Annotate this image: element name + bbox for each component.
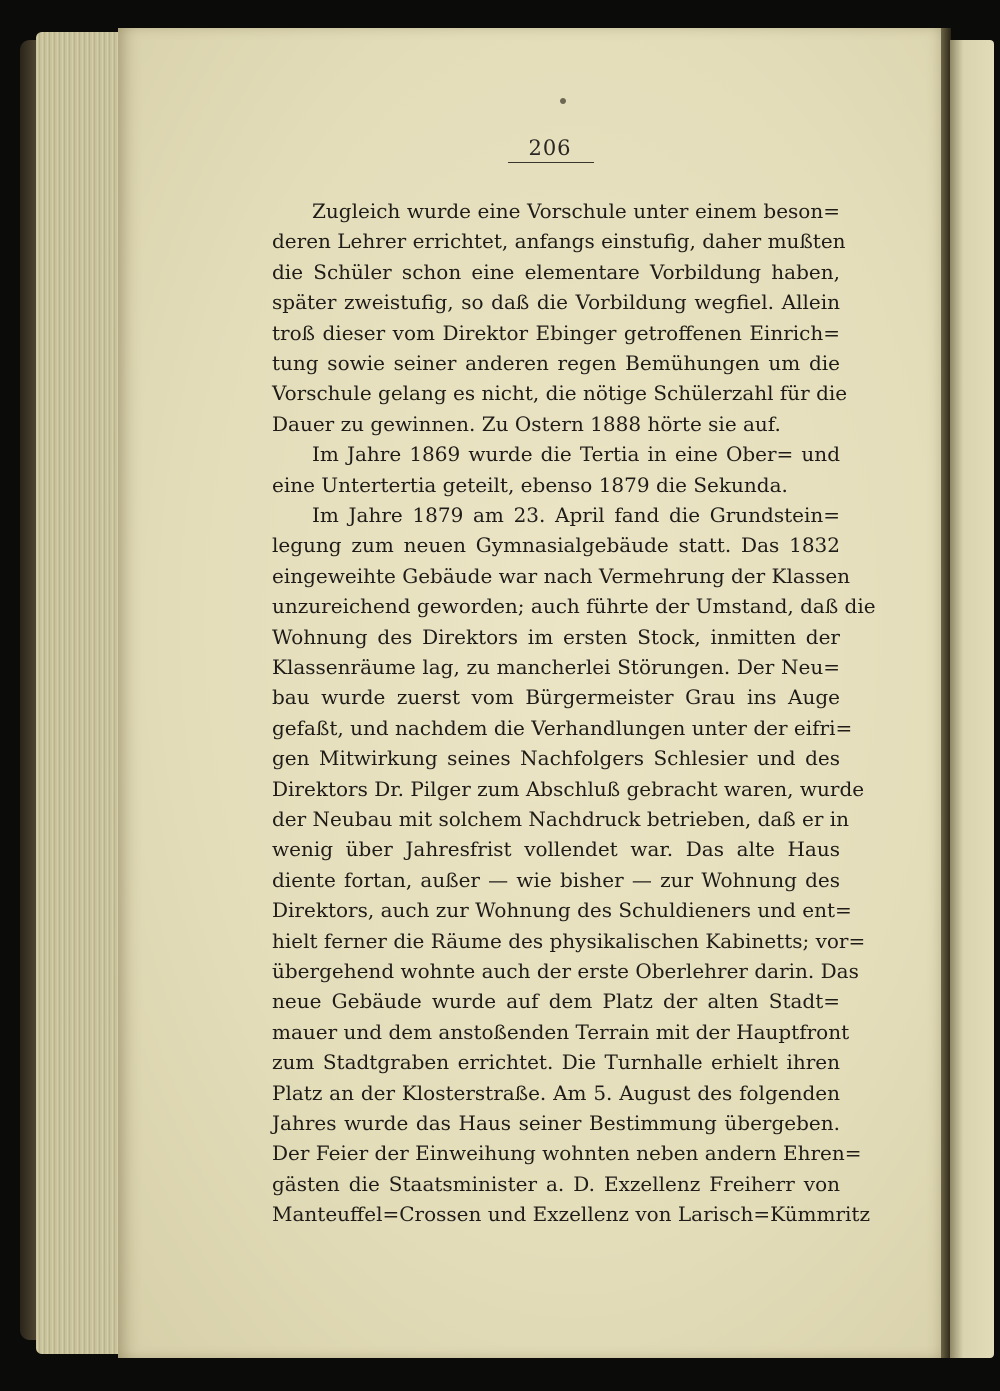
text-line: troß dieser vom Direktor Ebinger getroffenen Einrich= xyxy=(272,320,840,345)
facing-page xyxy=(950,40,994,1358)
text-line: die Schüler schon eine elementare Vorbildung haben, xyxy=(272,259,840,284)
text-line: Platz an der Klosterstraße. Am 5. August des folgenden xyxy=(272,1080,840,1105)
text-line: mauer und dem anstoßenden Terrain mit der Hauptfront xyxy=(272,1019,850,1044)
text-line: Dauer zu gewinnen. Zu Ostern 1888 hörte sie auf. xyxy=(272,411,781,436)
text-line: Im Jahre 1869 wurde die Tertia in eine Ober= und xyxy=(312,442,840,467)
text-line: Manteuffel=Crossen und Exzellenz von Larisch=Kümmritz xyxy=(272,1202,871,1227)
text-line: Zugleich wurde eine Vorschule unter einem beson= xyxy=(312,199,840,223)
text-line: Jahres wurde das Haus seiner Bestimmung übergeben. xyxy=(272,1111,840,1135)
text-line: neue Gebäude wurde auf dem Platz der alten Stadt= xyxy=(272,989,840,1014)
text-line: Wohnung des Direktors im ersten Stock, inmitten der xyxy=(272,624,840,649)
text-line: unzureichend geworden; auch führte der Umstand, daß die xyxy=(272,594,876,619)
text-line: übergehend wohnte auch der erste Oberlehrer darin. Das xyxy=(272,959,859,983)
text-line: hielt ferner die Räume des physikalischen Kabinetts; vor= xyxy=(272,928,866,953)
text-line: der Neubau mit solchem Nachdruck betrieben, daß er in xyxy=(272,807,850,831)
header-rule xyxy=(508,162,594,163)
text-line: legung zum neuen Gymnasialgebäude statt. Das 1832 xyxy=(272,533,840,558)
text-line: eingeweihte Gebäude war nach Vermehrung der Klassen xyxy=(272,563,851,588)
ink-spot xyxy=(560,98,566,104)
text-line: gen Mitwirkung seines Nachfolgers Schlesier und des xyxy=(272,746,840,771)
text-line: wenig über Jahresfrist vollendet war. Das alte Haus xyxy=(272,837,840,862)
text-line: zum Stadtgraben errichtet. Die Turnhalle erhielt ihren xyxy=(272,1050,840,1075)
text-line: Direktors Dr. Pilger zum Abschluß gebracht waren, wurde xyxy=(272,776,865,801)
text-line: tung sowie seiner anderen regen Bemühungen um die xyxy=(272,351,840,375)
text-line: bau wurde zuerst vom Bürgermeister Grau ins Auge xyxy=(272,685,840,710)
text-line: deren Lehrer errichtet, anfangs einstufig, daher mußten xyxy=(272,229,846,254)
text-line: Im Jahre 1879 am 23. April fand die Grundstein= xyxy=(312,503,840,527)
text-line: gästen die Staatsminister a. D. Exzellenz Freiherr von xyxy=(272,1171,840,1196)
text-line: Direktors, auch zur Wohnung des Schuldieners und ent= xyxy=(272,898,852,923)
text-line: Klassenräume lag, zu mancherlei Störungen. Der Neu= xyxy=(272,655,840,679)
text-line: Der Feier der Einweihung wohnten neben andern Ehren= xyxy=(272,1141,862,1166)
page-number: 206 xyxy=(528,136,572,160)
text-line: gefaßt, und nachdem die Verhandlungen unter der eifri= xyxy=(272,715,853,740)
text-line: eine Untertertia geteilt, ebenso 1879 die Sekunda. xyxy=(272,472,788,497)
text-line: diente fortan, außer — wie bisher — zur Wohnung des xyxy=(272,867,840,892)
text-line: später zweistufig, so daß die Vorbildung wegfiel. Allein xyxy=(272,290,840,315)
text-line: Vorschule gelang es nicht, die nötige Schülerzahl für die xyxy=(272,381,848,406)
